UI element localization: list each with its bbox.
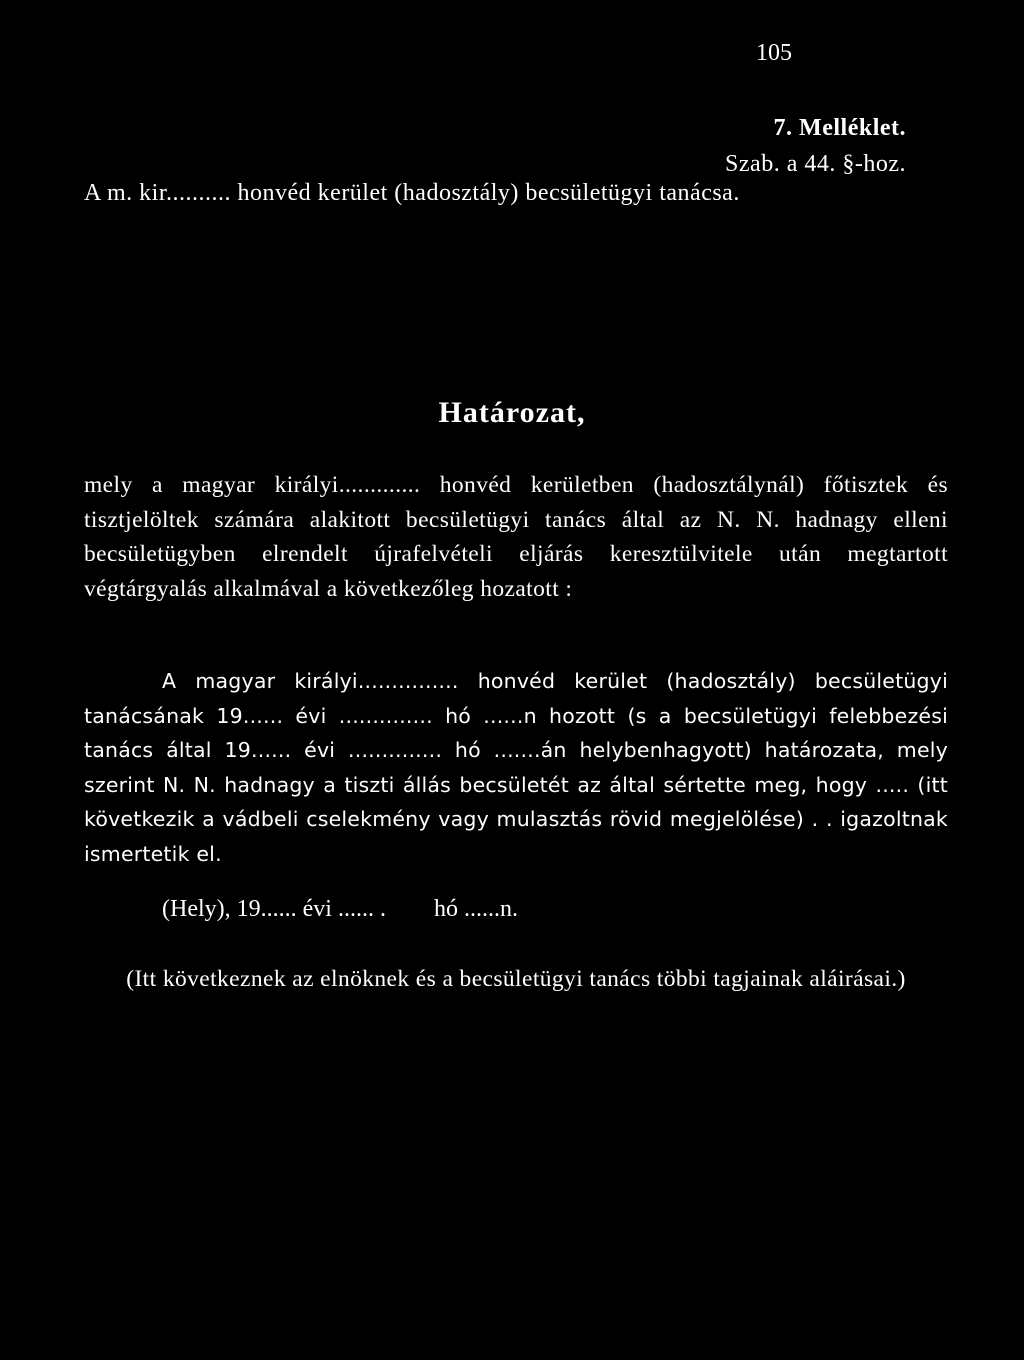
annex-title: 7. Melléklet. [773,115,906,141]
paragraph-intro: mely a magyar királyi............. honvéd kerületben (hadosztálynál) főtisztek és tisztjelöltek számára alakitott becsületügyi tanács által az N. N. hadnagy elleni becsületügyben elrendelt újrafelvételi eljárás keresztülvitele után megtartott végtárgyalás alkalmával a következőleg hozatott : [84,472,948,602]
annex-reference: Szab. a 44. §-hoz. [725,151,906,177]
council-header: A m. kir.......... honvéd kerület (hadosztály) becsületügyi tanácsa. [84,180,740,206]
signatures-note: (Itt következnek az elnöknek és a becsületügyi tanács többi tagjainak aláirásai.) [126,966,906,992]
place-date-line: (Hely), 19...... évi ...... . hó ......n. [162,896,518,922]
annex-heading [725,110,906,182]
paragraph-decision: A magyar királyi............... honvéd kerület (hadosztály) becsületügyi tanácsának 19...... évi .............. hó ......n hozott (s a becsületügyi felebbezési tanács által 19...... évi .............. hó .......án helybenhagyott) határozata, mely szerint N. N. hadnagy a tiszti állás becsületét az által sértette meg, hogy ..... (itt következik a vádbeli cselekmény vagy mulasztás rövid megjelölése) . . igazoltnak ismertetik el. [84,669,948,866]
page-number: 105 [756,40,792,66]
document-title: Határozat, [438,396,586,429]
